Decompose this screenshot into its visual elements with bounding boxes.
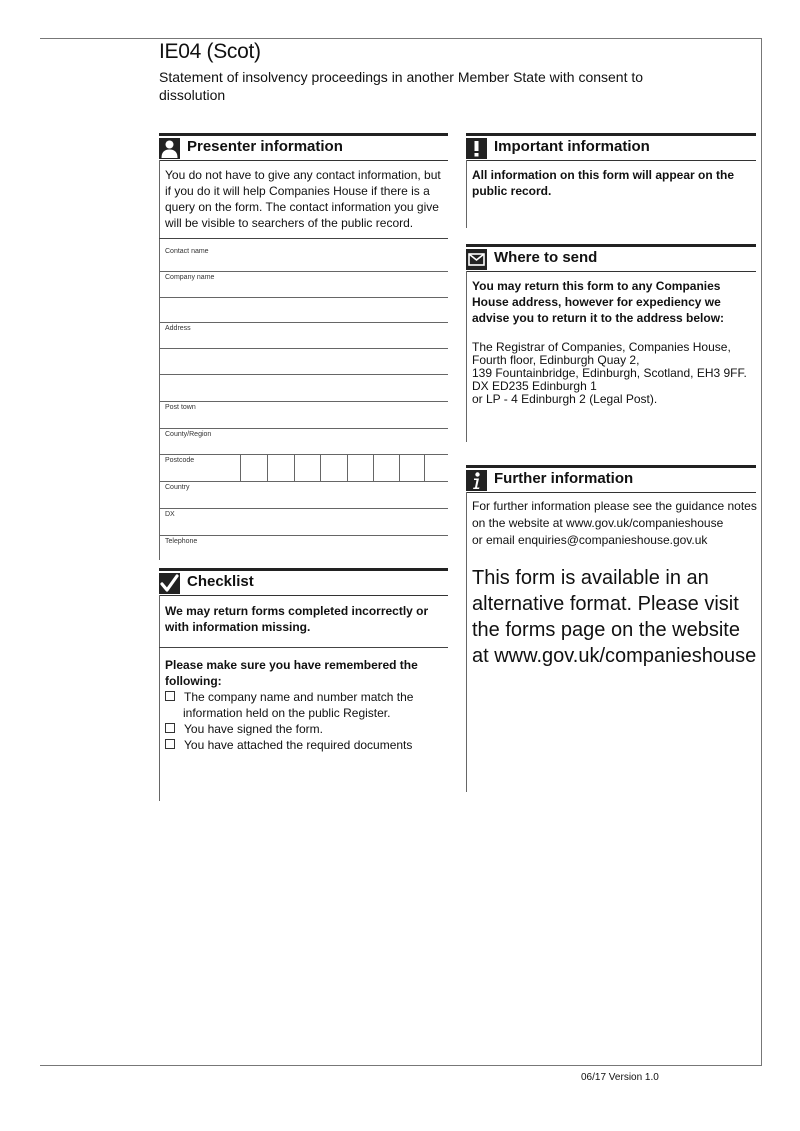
checklist-item [165,721,323,737]
important-header-rule [466,160,756,161]
where-to-send-lead: You may return this form to any Companies House address, however for expediency we advise you to return it to the address below: [472,279,725,325]
important-text: All information on this form will appear on the public record. [472,168,735,198]
contact-name-field[interactable] [159,245,448,272]
checklist-item-text: You have signed the form. [184,722,323,736]
dx-field[interactable] [159,508,448,536]
form-title: Statement of insolvency proceedings in another Member State with consent to dissolution [159,69,644,103]
presenter-header-rule [159,160,448,161]
checklist-warning: We may return forms completed incorrectly or with information missing. [165,604,429,634]
county-field[interactable] [159,428,448,455]
further-line: For further information please see the guidance notes [472,499,757,513]
further-line: or email enquiries@companieshouse.gov.uk [472,533,708,547]
further-section-header [466,465,756,492]
postcode-box-6[interactable] [373,455,399,481]
where-to-send-section-header [466,244,756,271]
presenter-section-header [159,133,448,160]
presenter-intro-rule [159,238,448,239]
post-town-label: Post town [165,404,196,411]
checklist-item-text: information held on the public Register. [183,706,391,720]
further-header-rule [466,492,756,493]
company-name-field-line2[interactable] [159,297,448,323]
checklist-section-header [159,568,448,595]
company-name-field[interactable] [159,271,448,298]
country-label: Country [165,484,190,491]
checkmark-icon [159,573,180,594]
checklist-left-rule [159,595,160,801]
postcode-box-1[interactable] [240,455,266,481]
postal-address [472,341,760,406]
postcode-box-5[interactable] [347,455,372,481]
company-name-label: Company name [165,274,215,281]
postcode-box-4[interactable] [320,455,346,481]
address-line: 139 Fountainbridge, Edinburgh, Scotland, EH3 9FF. [472,366,747,380]
checklist-item [165,737,412,753]
further-heading: Further information [494,470,634,487]
dx-label: DX [165,511,175,518]
where-to-send-left-rule [466,271,467,442]
info-icon [466,470,487,491]
telephone-field[interactable] [159,535,448,560]
checklist-warning-rule [159,647,448,648]
checkbox-icon[interactable] [165,739,175,749]
address-label: Address [165,325,191,332]
checklist-item [165,689,413,705]
checkbox-icon[interactable] [165,691,175,701]
version-label: 06/17 Version 1.0 [581,1072,659,1083]
postcode-box-2[interactable] [267,455,293,481]
right-rule [761,38,762,1066]
form-code: IE04 (Scot) [159,40,261,63]
exclamation-icon [466,138,487,159]
checklist-intro: Please make sure you have remembered the following: [165,658,418,688]
county-label: County/Region [165,431,212,438]
post-town-field[interactable] [159,401,448,429]
address-line: DX ED235 Edinburgh 1 [472,379,597,393]
presenter-intro: You do not have to give any contact information, but if you do it will help Companies House if there is a query on the form. The contact information you give will be visible to searchers of the public record. [165,168,441,230]
important-section-header [466,133,756,160]
where-to-send-header-rule [466,271,756,272]
postcode-box-3[interactable] [294,455,319,481]
address-field[interactable] [159,322,448,349]
checkbox-icon[interactable] [165,723,175,733]
checklist-item-text: The company name and number match the [184,690,414,704]
checklist-item-continuation [183,705,390,721]
country-field[interactable] [159,481,448,509]
address-line: The Registrar of Companies, Companies House, [472,340,731,354]
person-icon [159,138,180,159]
alternative-format-notice: This form is available in an alternative format. Please visit the forms page on the website at www.gov.uk/companieshouse [472,567,757,667]
address-field-line3[interactable] [159,374,448,402]
contact-name-label: Contact name [165,248,209,255]
envelope-icon [466,249,487,270]
address-line: or LP - 4 Edinburgh 2 (Legal Post). [472,392,658,406]
presenter-heading: Presenter information [187,138,343,155]
postcode-box-7[interactable] [399,455,424,481]
address-field-line2[interactable] [159,348,448,375]
important-left-rule [466,160,467,228]
further-line: on the website at www.gov.uk/companieshouse [472,516,724,530]
telephone-label: Telephone [165,538,198,545]
address-line: Fourth floor, Edinburgh Quay 2, [472,353,640,367]
checklist-heading: Checklist [187,573,254,590]
checklist-header-rule [159,595,448,596]
important-heading: Important information [494,138,650,155]
postcode-label: Postcode [165,457,195,464]
bottom-rule [40,1065,762,1066]
top-rule [40,38,762,39]
postcode-box-8[interactable] [424,455,449,481]
further-left-rule [466,492,467,792]
further-text [472,498,760,549]
where-to-send-heading: Where to send [494,249,598,266]
checklist-item-text: You have attached the required documents [184,738,413,752]
